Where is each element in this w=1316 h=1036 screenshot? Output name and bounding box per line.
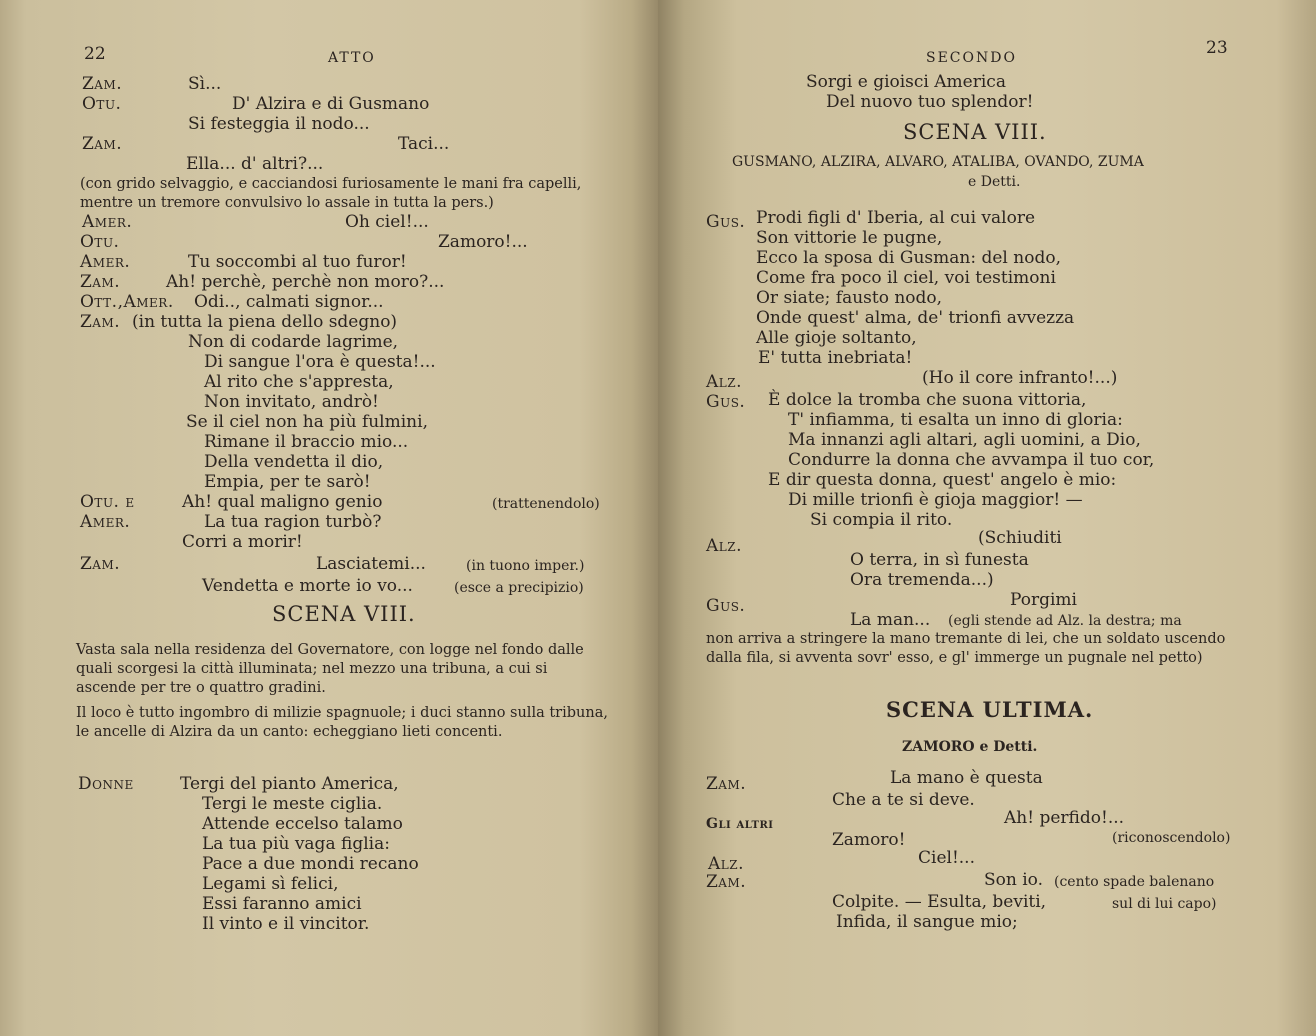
verse-line: (Schiuditi [978, 528, 1062, 548]
verse-line: Essi faranno amici [202, 894, 362, 914]
verse-line: E dir questa donna, quest' angelo è mio: [768, 470, 1117, 490]
speaker: Otu. e [80, 492, 135, 512]
scene-description: Vasta sala nella residenza del Governatore, con logge nel fondo dalle quali scorgesi la città illuminata; nel mezzo una tribuna, a cui si ascende per tre o quattro gradini. [76, 642, 584, 696]
page-number-left: 22 [84, 44, 106, 64]
verse-line: Si compia il rito. [810, 510, 953, 530]
verse-line: Or siate; fausto nodo, [756, 288, 943, 308]
verse-line: Taci... [398, 134, 450, 154]
character-list: e Detti. [968, 174, 1021, 190]
verse-line: Legami sì felici, [202, 874, 339, 894]
speaker: Zam. [706, 872, 747, 892]
verse-line: Lasciatemi... [316, 554, 426, 574]
speaker: Gus. [706, 596, 746, 616]
verse-line: La tua ragion turbò? [204, 512, 382, 532]
stage-note: (esce a precipizio) [454, 580, 584, 596]
verse-line: Porgimi [1010, 590, 1077, 610]
running-header-right: SECONDO [926, 50, 1017, 66]
verse-line: Che a te si deve. [832, 790, 975, 810]
verse-line: Zamoro!... [438, 232, 528, 252]
verse-line: La mano è questa [890, 768, 1043, 788]
verse-line: D' Alzira e di Gusmano [232, 94, 430, 114]
verse-line: Odi.., calmati signor... [194, 292, 384, 312]
verse-line: Pace a due mondi recano [202, 854, 419, 874]
scene-title: SCENA VIII. [903, 120, 1047, 144]
stage-direction: non arriva a stringere la mano tremante di lei, che un soldato uscendo dalla fila, si avventa sovr' esso, e gl' immerge un pugnale nel petto) [706, 631, 1226, 666]
verse-line: Sì... [188, 74, 222, 94]
speaker: Otu. [82, 94, 122, 114]
stage-note: (egli stende ad Alz. la destra; ma [948, 613, 1182, 629]
character-list: ZAMORO e Detti. [902, 739, 1038, 755]
verse-line: Corri a morir! [182, 532, 303, 552]
verse-line: Se il ciel non ha più fulmini, [186, 412, 428, 432]
scene-title: SCENA ULTIMA. [886, 697, 1094, 722]
verse-line: Vendetta e morte io vo... [202, 576, 413, 596]
verse-line: Onde quest' alma, de' trionfi avvezza [756, 308, 1075, 328]
verse-line: E' tutta inebriata! [758, 348, 913, 368]
speaker: Gus. [706, 392, 746, 412]
verse-line: Infida, il sangue mio; [836, 912, 1018, 932]
speaker: Zam. [82, 134, 123, 154]
verse-line: Di mille trionfi è gioja maggior! — [788, 490, 1083, 510]
speaker: Gli altri [706, 816, 774, 832]
verse-line: La man... [850, 610, 931, 630]
verse-line: (Ho il core infranto!...) [922, 368, 1118, 388]
speaker: Zam. [80, 312, 121, 332]
stage-note: (cento spade balenano [1054, 874, 1215, 890]
running-header-left: ATTO [328, 50, 376, 66]
speaker: Amer. [80, 252, 131, 272]
right-page [658, 0, 1316, 1036]
speaker: Zam. [80, 554, 121, 574]
verse-line: Oh ciel!... [345, 212, 429, 232]
verse-line: È dolce la tromba che suona vittoria, [768, 390, 1087, 410]
stage-note: (in tuono imper.) [466, 558, 585, 574]
verse-line: Colpite. — Esulta, beviti, [832, 892, 1047, 912]
verse-line: Come fra poco il ciel, voi testimoni [756, 268, 1056, 288]
verse-line: Condurre la donna che avvampa il tuo cor, [788, 450, 1155, 470]
speaker: Alz. [706, 536, 742, 556]
verse-line: Zamoro! [832, 830, 906, 850]
verse-line: Tergi del pianto America, [180, 774, 399, 794]
verse-line: T' infiamma, ti esalta un inno di gloria: [788, 410, 1123, 430]
verse-line: Ma innanzi agli altari, agli uomini, a Dio, [788, 430, 1141, 450]
stage-note: (riconoscendolo) [1112, 830, 1231, 846]
verse-line: Non di codarde lagrime, [188, 332, 399, 352]
verse-line: Ciel!... [918, 848, 975, 868]
verse-line: Del nuovo tuo splendor! [826, 92, 1034, 112]
verse-line: Ecco la sposa di Gusman: del nodo, [756, 248, 1061, 268]
verse-line: Al rito che s'appresta, [204, 372, 394, 392]
verse-line: Di sangue l'ora è questa!... [204, 352, 436, 372]
speaker: Amer. [80, 512, 131, 532]
verse-line: Si festeggia il nodo... [188, 114, 370, 134]
verse-line: Il vinto e il vincitor. [202, 914, 370, 934]
speaker: Amer. [82, 212, 133, 232]
speaker: Ott.,Amer. [80, 292, 174, 312]
speaker: Gus. [706, 212, 746, 232]
speaker: Zam. [80, 272, 121, 292]
stage-note: (trattenendolo) [492, 496, 600, 512]
verse-line: Rimane il braccio mio... [204, 432, 409, 452]
verse-line: Empia, per te sarò! [204, 472, 371, 492]
verse-line: Alle gioje soltanto, [756, 328, 917, 348]
verse-line: Tergi le meste ciglia. [202, 794, 383, 814]
speaker: Donne [78, 774, 134, 794]
verse-line: Della vendetta il dio, [204, 452, 384, 472]
scene-description: Il loco è tutto ingombro di milizie spagnuole; i duci stanno sulla tribuna, le ancelle di Alzira da un canto: echeggiano lieti concenti. [76, 705, 608, 740]
verse-line: Non invitato, andrò! [204, 392, 379, 412]
verse-line: Ah! perfido!... [1004, 808, 1125, 828]
verse-line: Ah! qual maligno genio [182, 492, 383, 512]
verse-line: Ella... d' altri?... [186, 154, 324, 174]
speaker: Alz. [708, 854, 744, 874]
verse-line: Ah! perchè, perchè non moro?... [166, 272, 445, 292]
scene-title: SCENA VIII. [272, 602, 416, 626]
stage-direction: (con grido selvaggio, e cacciandosi furiosamente le mani fra capelli, mentre un tremore convulsivo lo assale in tutta la pers.) [80, 176, 582, 211]
character-list: GUSMANO, ALZIRA, ALVARO, ATALIBA, OVANDO, ZUMA [732, 154, 1144, 170]
stage-note: sul di lui capo) [1112, 896, 1217, 912]
speaker: Zam. [706, 774, 747, 794]
verse-line: Son vittorie le pugne, [756, 228, 943, 248]
verse-line: Ora tremenda...) [850, 570, 994, 590]
verse-line: Attende eccelso talamo [202, 814, 403, 834]
verse-line: (in tutta la piena dello sdegno) [132, 312, 398, 332]
verse-line: Sorgi e gioisci America [806, 72, 1006, 92]
page-number-right: 23 [1206, 38, 1228, 58]
verse-line: Prodi figli d' Iberia, al cui valore [756, 208, 1036, 228]
speaker: Zam. [82, 74, 123, 94]
speaker: Alz. [706, 372, 742, 392]
verse-line: O terra, in sì funesta [850, 550, 1029, 570]
verse-line: Son io. [984, 870, 1044, 890]
speaker: Otu. [80, 232, 120, 252]
verse-line: Tu soccombi al tuo furor! [188, 252, 407, 272]
verse-line: La tua più vaga figlia: [202, 834, 390, 854]
